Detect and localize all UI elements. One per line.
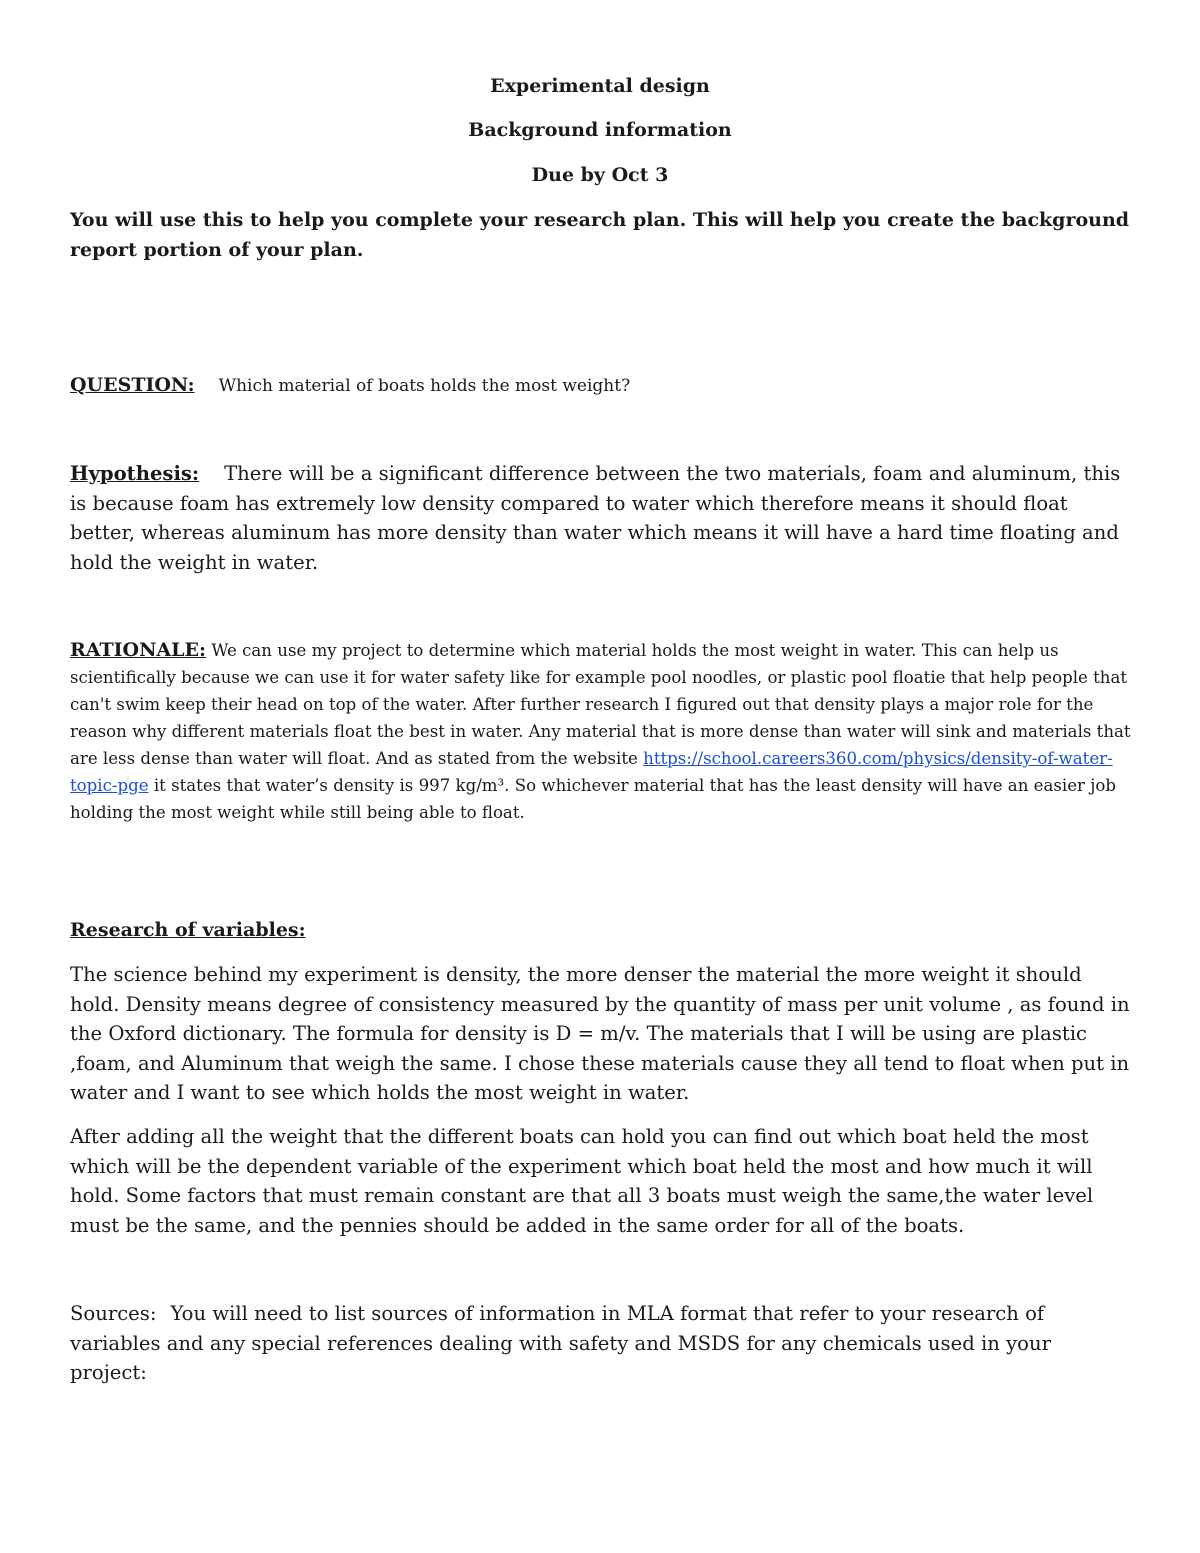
hypothesis-text: There will be a significant difference between the two materials, foam and aluminum, this is because foam has extremely low density compared to water which therefore means it should float better, whereas aluminum has more density than water which means it will have a hard time floating and hold the weight in water. [70,462,1121,574]
research-label: Research of variables: [70,919,306,941]
research-paragraph-1: The science behind my experiment is density, the more denser the material the more weight it should hold. Density means degree of consistency measured by the quantity of mass per unit volume , as found in the Oxford dictionary. The formula for density is D = m/v. The materials that I will be using are plastic ,foam, and Aluminum that weigh the same. I chose these materials cause they all tend to float when put in water and I want to see which holds the most weight in water. [70,963,1130,1104]
rationale-section [70,637,1132,826]
document-title: Experimental design [490,75,710,97]
sources-text: You will need to list sources of information in MLA format that refer to your research of variables and any special references dealing with safety and MSDS for any chemicals used in your project: [70,1302,1051,1384]
hypothesis-section [70,459,1132,577]
question-label: QUESTION: [70,374,195,396]
document-subtitle: Background information [468,119,732,141]
question-section [70,373,1132,398]
research-paragraph-2: After adding all the weight that the different boats can hold you can find out which boat held the most which will be the dependent variable of the experiment which boat held the most and how much it will hold. Some factors that must remain constant are that all 3 boats must weigh the same,the water level must be the same, and the pennies should be added in the same order for all of the boats. [70,1125,1094,1237]
sources-label: Sources: [70,1302,157,1325]
hypothesis-label: Hypothesis: [70,462,200,485]
due-date: Due by Oct 3 [531,164,669,186]
sources-section [70,1299,1132,1388]
intro-text: You will use this to help you complete your research plan. This will help you create the background report portion of your plan. [70,209,1130,261]
website-link[interactable]: https://school.careers360.com/physics/density-of-water-topic-pge [70,749,1113,795]
rationale-label: RATIONALE: [70,639,207,661]
rationale-text-after: it states that water’s density is 997 kg/m³. So whichever material that has the least density will have an easier job holding the most weight while still being able to float. [70,776,1116,822]
question-text: Which material of boats holds the most weight? [218,376,631,396]
research-heading [70,918,1132,942]
rationale-text-before: We can use my project to determine which material holds the most weight in water. This can help us scientifically because we can use it for water safety like for example pool noodles, or plastic pool floatie that help people that can't swim keep their head on top of the water. After further research I figured out that density plays a major role for the reason why different materials float the best in water. Any material that is more dense than water will sink and materials that are less dense than water will float. And as stated from the website [70,641,1131,768]
